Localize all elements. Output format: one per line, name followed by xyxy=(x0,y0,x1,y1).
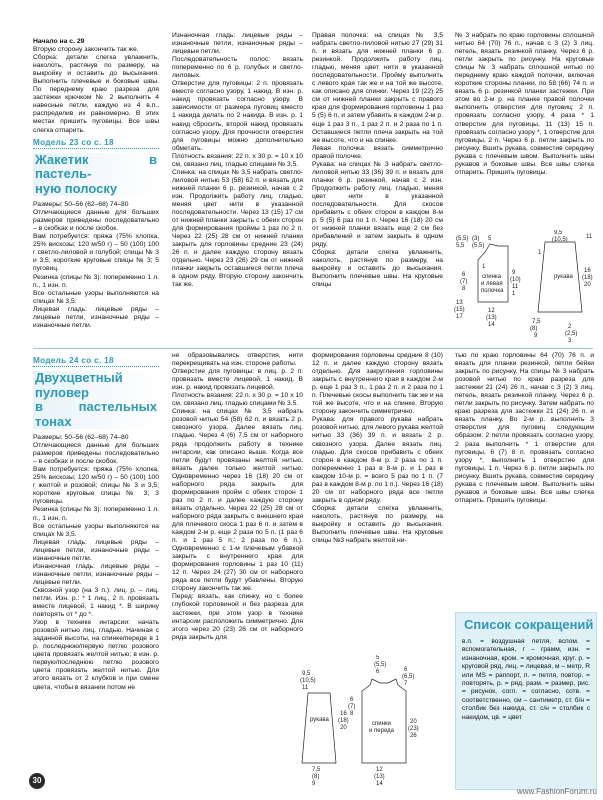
page-number: 30 xyxy=(29,773,45,789)
dim-label: 11 xyxy=(512,284,519,290)
dim-label: (18) xyxy=(338,718,349,724)
panel-label: полочка xyxy=(481,288,504,294)
dim-label: 11 xyxy=(586,234,593,240)
dim-label: 17 xyxy=(456,314,463,320)
dim-label: 6 xyxy=(350,697,354,703)
dim-label: (18) xyxy=(582,275,593,281)
dim-label: 9 xyxy=(512,270,516,276)
model24-title-line: в пастельных тонах xyxy=(35,399,157,429)
dim-label: 7,5 xyxy=(532,319,541,325)
dim-label: (5,5) xyxy=(374,662,387,668)
dim-label: 6 xyxy=(376,669,380,675)
dim-label: 11 xyxy=(302,685,309,691)
dim-label: 16 xyxy=(584,268,591,274)
panel-label: спинка xyxy=(482,274,502,280)
dim-label: (3) xyxy=(472,236,480,242)
dim-label: 9 xyxy=(312,781,316,785)
continued-text: Вторую сторону закончить так же. Сборка: детали слегка увлажнить, наколоть, растянув по размеру, на выкройку и оставить до высыхания. Выполнить плечевые и боковые швы. По переднему краю разреза для застежки крючком № 2 выполнить 4 навесные петли, каждую из 4 в.п., распределив их равномерно. В этих местах пришить пуговицы. Все швы слегка отпарить. xyxy=(33,46,159,134)
model23-body: Размеры: 50–56 (62–68) 74–80 Отличающиеся данные для больших размеров приведены последовательно – в скобках и после скобок. Вам потребуется: пряжа (75% хлопка, 25% вискозы; 120 м/50 г) – 50 (100) 100 г светло-лиловой и голубой; спицы № 3 и 3,5; короткие круговые спицы № 3; 5 пуговиц. Резинка (спицы № 3): попеременно 1 л. п., 1 изн. п. Все остальные узоры выполняются на спицах № 3,5. Лицевая гладь: лицевые ряды – лицевые петли, изнаночные ряды – изнаночные петли. xyxy=(33,201,159,329)
dim-label: 6 xyxy=(462,272,466,278)
dim-label: 12 xyxy=(376,767,383,773)
dim-label: 12 xyxy=(488,308,495,314)
col1-bottom xyxy=(33,353,159,692)
panel-label: спинки xyxy=(372,721,391,727)
schematic-jacket xyxy=(450,230,600,355)
dim-label: (8) xyxy=(530,326,538,332)
dim-label: (5,5) xyxy=(456,236,469,242)
dim-label: (13) xyxy=(374,774,385,780)
dim-label: 16 xyxy=(340,711,347,717)
dim-label: 1 xyxy=(538,250,542,256)
dim-label: 14 xyxy=(488,322,495,328)
schematic-jacket-svg xyxy=(450,230,600,355)
model24-label: Модель 24 со с. 18 xyxy=(33,357,159,367)
sleeve-outline xyxy=(302,693,336,763)
abbreviations-text: в.п. = воздушная петля, вспом. = вспомогательная, г – грамм, изн. = изнаночная, кром. = кромочная, круг. р. = круговой ряд, лиц. = лицевая, м – метр, R или MS = раппорт, п. = петля, повтор. = повторять, р. = ряд, разм. = размер, рис. = рисунок, согл. = согласно, сотв. = соответственно, см – сантиметр, ст. б/н = столбик без накида, ст. с/н = столбик с накидом, цв. = цвет xyxy=(462,638,590,721)
abbreviations-title: Список сокращений xyxy=(464,617,594,632)
schematic-pullover xyxy=(300,655,450,785)
dim-label: (7) xyxy=(460,279,468,285)
model23-label: Модель 23 со с. 18 xyxy=(33,139,159,149)
col2-bottom-text: не образовывались отверстия, нити перекрещивать на изн. стороне работы. Отверстие для пуговицы: в лиц. р. 2 п. провязать вместе лицевой, 1 накид. В изн. р. накид провязать лицевой. Плотность вязания: 22 п. х 30 р. = 10 х 10 см, связано лиц. гладью спицами № 3,5. Спинка: на спицах № 3,5 набрать розовой нитью 54 (58) 62 п. и вязать 2 р. сквозного узора. Далее вязать лиц. гладью. Через 4 (6) 7,5 см от наборного ряда продолжить работу в технике интарсии, как описано выше. Когда все петли будут провязаны желтой нитью, вязать далее только желтой нитью. Одновременно через 16 (18) 20 см от наборного ряда закрыть для формирования пройм с обеих сторон 1 раз по 2 п. и далее каждую сторону вязать отдельно. Через 22 (25) 28 см от наборного ряда закрыть с внешнего края для плечевого скоса 1 раз 6 п. и затем в каждом 2-м р. еще 2 раза по 5 п. (1 раз 6 п. и 1 раз 5 п.; 2 раза по 6 п.). Одновременно с 1-м плечевым убавкой закрыть с внутреннего края для формирования горловины 1 раз 10 (11) 12 п. Через 24 (27) 30 см от наборного ряда все петли будут убавлены. Вторую сторону закончить так же. Перед: вязать, как спинку, но с более глубокой горловиной и без разреза для застежки, при этом узор в технике интарсии расположить симметрично. Для этого через 20 (23) 26 см от наборного ряда закрыть для xyxy=(172,352,303,641)
dim-label: 7 xyxy=(404,681,408,687)
model23-title xyxy=(33,153,159,197)
panel-label: рукава xyxy=(554,274,573,280)
dim-label: 8 xyxy=(350,711,354,717)
dim-label: 20 xyxy=(340,725,347,731)
model23-title-line: ную полоску xyxy=(33,182,159,197)
dim-label: 7,5 xyxy=(312,767,321,773)
dim-label: 6 xyxy=(404,667,408,673)
dim-label: 9,5 xyxy=(554,230,563,236)
dim-label: 26 xyxy=(410,733,417,739)
panel-label: и переда xyxy=(369,728,394,734)
dim-label: (15) xyxy=(454,307,465,313)
dim-label: 13 xyxy=(456,300,463,306)
model23-title-line: Жакетик в пастель- xyxy=(35,151,157,182)
dim-label: (10) xyxy=(510,277,521,283)
dim-label: (10,5) xyxy=(552,237,568,243)
col4-top xyxy=(455,32,594,177)
col4-top-text: № 3 набрать по краю горловины сплошной нитью 64 (70) 76 п., начав с 3 (2) 3 лиц. петель, вязать резинкой планку. Через 6 р. петли закрыть по рисунку. На круговые спицы № 3 набрать сплошной нитью по переднему краю каждой полочки, включая короткие стороны планки, по 58 (66) 74 п. и вязать 6 р. резинкой планки застежки. При этом во 2-м р. на планке правой полочки выполнить отверстия для пуговиц: 2 п. провязать согласно узору, 4 раза * 1 отверстие для пуговицы, 11 (13) 15 п. провязать согласно узору *, 1 отверстие для пуговицы, 2 п. Через 6 р. петли закрыть по рисунку. Вшить рукава, совместив середину рукава с плечевым швом. Выполнить швы рукавов и боковые швы. Все швы слегка отпарить. Пришить пуговицы. xyxy=(455,32,594,176)
dim-label: 14 xyxy=(376,781,383,785)
dim-label: 3 xyxy=(568,338,572,344)
col2-top-text: Изнаночная гладь: лицевые ряды – изнаночные петли, изнаночные ряды – лицевые петли. Последовательность полос: вязать попеременно по 6 р. голубых и светло-лиловых. Отверстие для пуговицы: 2 п. провязать вместе согласно узору, 1 накид. В изн. р. накид провязать согласно узору. В зависимости от размера пуговиц вместо 1 накида делать по 2 накида. В изн. р. 1 накид сбросить, второй накид провязать согласно узору. Для прочности отверстия для пуговицы можно дополнительно обметать. Плотность вязания: 22 п. х 30 р. = 10 х 10 см, связано лиц. гладью спицами № 3,5. Спинка: на спицах № 3,5 набрать светло-лиловой нитью 53 (58) 62 п. и вязать для нижней планки 6 р. резинкой, начав с 2 изн. Продолжить работу лиц. гладью, меняя цвет нити в указанной последовательности. Через 13 (15) 17 см от нижней планки закрыть с обеих сторон для формирования проймы 1 раз по 2 п. Через 22 (25) 28 см от нижней планки закрыть для горловины средние 23 (24) 26 п. и далее каждую сторону вязать отдельно. Через 23 (26) 29 см от нижней планки закрыть оставшиеся петли плеча в одном ряду. Вторую сторону закончить так же. xyxy=(172,32,303,289)
dim-label: 20 xyxy=(584,282,591,288)
col3-bottom xyxy=(312,352,443,545)
col2-top xyxy=(172,32,303,290)
dim-label: (2,5) xyxy=(565,331,578,337)
watermark: www.FashionForum.ru xyxy=(516,787,597,796)
dim-label: 20 xyxy=(410,719,417,725)
dim-label: 9 xyxy=(534,333,538,339)
dim-label: (7) xyxy=(348,704,356,710)
col3-top xyxy=(312,32,443,290)
dim-label: (5,5) xyxy=(472,243,485,249)
col1-top xyxy=(33,38,159,330)
col3-top-text: Правая полочка: на спицах № 3,5 набрать светло-лиловой нитью 27 (29) 31 п. и вязать для нижней планки 6 р. резинкой. Продолжить работу лиц. гладью, меняя цвет нити в указанной последовательности. Пройму выполнить с левого края так же и на той же высоте, как описано для спинки. Через 19 (22) 25 см от нижней планки закрыть с правого края для формирования горловины 1 раз 5 (5) 6 п. и затем убавить в каждом 2-м р. еще 1 раз 3 п., 1 раз 2 п. и 2 раза по 1 п. Оставшиеся петли плеча закрыть на той же высоте, что и на спинке. Левая полочка: вязать симметрично правой полочке. Рукава: на спицах № 3 набрать светло-лиловой нитью 33 (36) 39 п. и вязать для планки 6 р. резинкой, начав с 2 изн. Продолжить работу лиц. гладью, меняя цвет нити в указанной последовательности. Для скосов прибавить с обеих сторон в каждом 8-м р. 5 (5) 6 раз по 1 п. Через 16 (18) 20 см от нижней планки вязать еще 2 см без прибавлений и затем закрыть в одном ряду. Сборка: детали слегка увлажнить, наколоть, растянув по размеру, на выкройку и оставить до высыхания. Выполнить плечевые швы. На круговые спицы xyxy=(312,32,443,289)
panel-label: 1 xyxy=(482,264,486,270)
model24-title-line: пуловер xyxy=(33,386,159,401)
dim-label: 9,5 xyxy=(302,671,311,677)
model24-title-line: Двухцветный xyxy=(33,371,159,386)
dim-label: (13) xyxy=(486,315,497,321)
dim-label: 8 xyxy=(462,286,466,292)
col2-bottom xyxy=(172,352,303,642)
panel-label: и левая xyxy=(481,281,503,287)
panel-label: рукава xyxy=(310,717,329,723)
continued-from-header: Начало на с. 29 xyxy=(33,38,85,45)
col4-bottom xyxy=(455,352,594,505)
dim-label: 5 xyxy=(376,655,380,661)
col4-bottom-text: тью по краю горловины 64 (70) 76 п. и вязать для планки резинкой, петли бейки закрыть по рисунку. На спицы № 3 набрать розовой нитью по краю разреза для застежки 21 (24) 26 п., начав с 3 (2) 3 лиц. петель, вязать резинкой планку. Через 6 р. петли закрыть по рисунку. Затем набрать по краю разреза для застежки 21 (24) 26 п. и вязать планку. Во 2-м р. выполнить 3 отверстия для пуговиц следующим образом: 2 петли провязать согласно узору, 2 раза выполнить * 1 отверстие для пуговицы, 6 (7) 8 п. провязать согласно узору *, выполнить 1 отверстие для пуговицы, 1 п. Через 6 р. петли закрыть по рисунку. Вшить рукава, совместив середину рукава с плечевым швом. Выполнить швы рукавов и боковые швы. Все швы слегка отпарить. Пришить пуговицы. xyxy=(455,352,594,504)
dim-label: 2 xyxy=(568,324,572,330)
dim-label: 1 xyxy=(512,291,516,297)
dim-label: (23) xyxy=(408,726,419,732)
col3-bottom-text: формирования горловины средние 8 (10) 12 п. и далее каждую сторону вязать отдельно. Для закругления горловины закрыть с внутреннего края в каждом 2-м р. еще 1 раз 3 п., 1 раз 2 п. и 2 раза по 1 п. Плечевые скосы выполнить так же и на той же высоте, что и на спинке. Вторую сторону закончить симметрично. Рукава: для правого рукава набрать розовой нитью, для левого рукава желтой нитью 33 (36) 39 п. и вязать 2 р. сквозного узора. Далее вязать лиц. гладью. Для скосов прибавить с обеих сторон в каждом 8-м р. 2 раза по 1 п. попеременно 1 раз в 8-м р. и 1 раз в каждом 10-м р. = всего 5 раз по 1 п. (7 раз в каждом 8-м р. по 1 п.). Через 16 (18) 20 см от наборного ряда все петли закрыть в одном ряду. Сборка: детали слегка увлажнить, наколоть, растянув по размеру, на выкройку и оставить до высыхания. Выполнить плечевые швы. На круговые спицы №3 набрать желтой ни- xyxy=(312,352,443,545)
dim-label: (6,5) xyxy=(402,674,415,680)
dim-label: (8) xyxy=(312,774,320,780)
schematic-pullover-svg xyxy=(300,655,450,785)
dim-label: 5 xyxy=(488,236,492,242)
model24-title xyxy=(33,371,159,429)
model24-body: Размеры: 50–56 (62–68) 74–80 Отличающиеся данные для больших размеров приведены последовательно – в скобках и после скобок. Вам потребуется: пряжа (75% хлопка, 25% вискозы; 120 м/50 г) – 50 (100) 100 г желтой и розовой; спицы № 3 и 3,5; короткие круговые спицы № 3; 3 пуговицы. Резинка (спицы № 3): попеременно 1 л. п., 1 изн. п. Все остальные узоры выполняются на спицах № 3,5. Лицевая гладь: лицевые ряды – лицевые петли, изнаночные ряды – изнаночные петли. Изнаночная гладь: лицевые ряды – изнаночные петли, изнаночные ряды – лицевые петли. Сквозной узор (на 3 п.): лиц. р. – лиц. петли. Изн. р.: * 1 лиц., 2 п. провязать вместе лицевой, 1 накид *. В ширину повторять от * до *. Узор в технике интарсии: начать розовой нитью лиц. гладью. Начиная с заданной высоты, на спинке/переде в 1 р. последнюю/первую петлю розового цвета провязать желтой нитью; в изн. р. первую/последнюю петлю розового цвета провязать желтой нитью. Для этого вязать от 2 клубков и при смене цвета, чтобы в вязании потом не xyxy=(33,434,159,691)
abbreviations-box xyxy=(455,612,597,790)
dim-label: 5,5 xyxy=(456,243,465,249)
dim-label: (10,5) xyxy=(300,678,316,684)
section-divider xyxy=(33,348,593,349)
